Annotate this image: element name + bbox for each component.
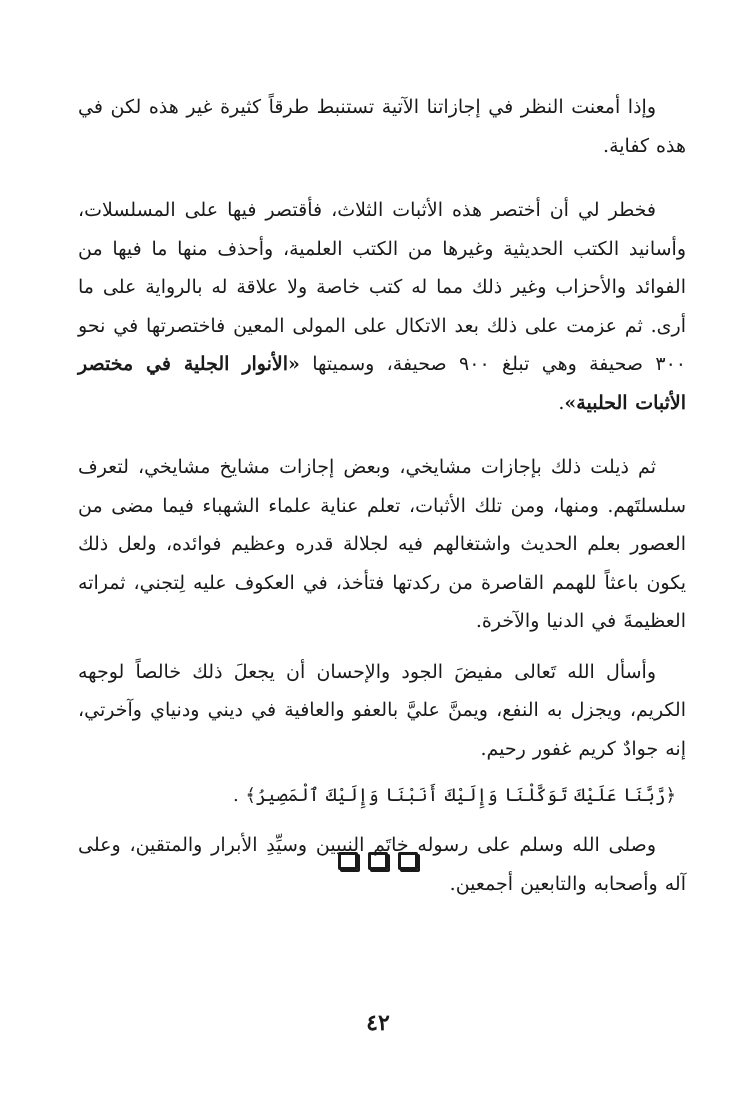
paragraph-1: وإذا أمعنت النظر في إجازاتنا الآتية تستنبط طرقاً كثيرة غير هذه لكن في هذه كفاية. xyxy=(78,96,686,157)
three-square-ornament-icon xyxy=(338,852,418,874)
square-icon xyxy=(338,852,358,870)
paragraph-4: وأسأل الله تَعالى مفيضَ الجود والإحسان أن يجعلَ ذلك خالصاً لوجهه الكريم، ويجزل به النفع، ويمنَّ عليَّ بالعفو والعافية في ديني ودنياي وآخرتي، إنه جوادٌ كريم غفور رحيم. xyxy=(78,660,686,760)
quran-verse: ﴿رَّبَّنَا عَلَيْكَ تَوَكَّلْنَا وَإِلَيْكَ أَنَبْنَا وَإِلَيْكَ ٱلْمَصِيرُ﴾ . xyxy=(232,785,676,806)
square-icon xyxy=(368,852,388,870)
paragraph-2-end: . xyxy=(558,391,565,414)
square-icon xyxy=(398,852,418,870)
page-number: ٤٢ xyxy=(366,1010,390,1036)
page-body xyxy=(78,88,686,903)
book-title: «الأنوار الجلية في مختصر الأثبات الحلبية» xyxy=(78,353,686,414)
paragraph-2 xyxy=(78,191,686,422)
paragraph-5: وصلى الله وسلم على رسوله خاتَم النبيين وسيِّدِ الأبرار والمتقين، وعلى آله وأصحابه والتابعين أجمعين. xyxy=(78,834,686,895)
paragraph-3: ثم ذيلت ذلك بإجازات مشايخي، وبعض إجازات مشايخ مشايخي، لتعرف سلسلتَهم. ومنها، ومن تلك الأثبات، تعلم عناية علماء الشهباء فيما مضى من العصور بعلم الحديث واشتغالهم فيه لجلالة قدره وعظيم فوائده، ولعل ذلك يكون باعثاً للهمم القاصرة من ركدتها فتأخذ، في العكوف عليه لِتجني، ثمراته العظيمةَ في الدنيا والآخرة. xyxy=(78,456,686,632)
paragraph-2-text: فخطر لي أن أختصر هذه الأثبات الثلاث، فأقتصر فيها على المسلسلات، وأسانيد الكتب الحديثية وغيرها من الكتب العلمية، وأحذف منها ما فيها من الفوائد والأحزاب وغير ذلك مما له كتب خاصة ولا علاقة له بالرواية على ما أرى. ثم عزمت على ذلك بعد الاتكال على المولى المعين فاختصرتها في نحو ٣٠٠ صحيفة وهي تبلغ ٩٠٠ صحيفة، وسميتها xyxy=(78,199,686,375)
